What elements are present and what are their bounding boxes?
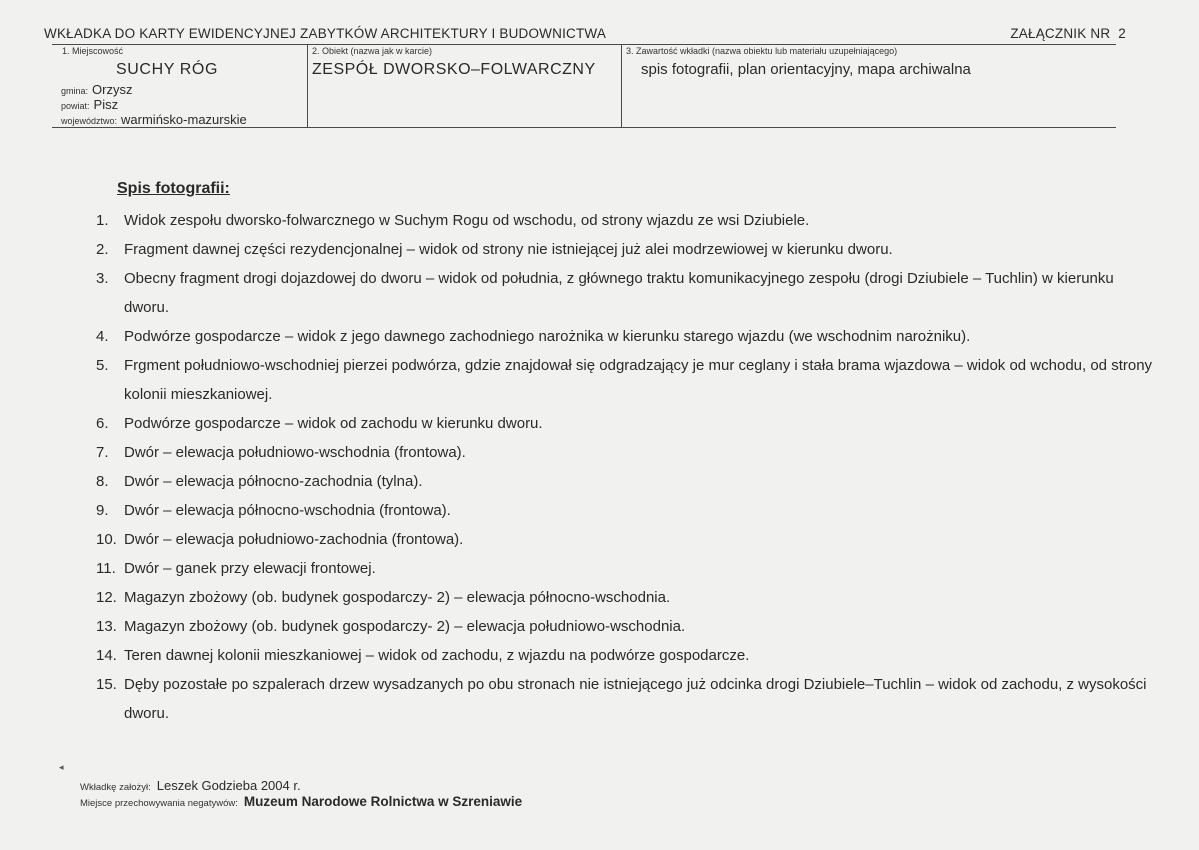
field-object-label: 2. Obiekt (nazwa jak w karcie) (312, 46, 433, 56)
stray-mark-icon: ◂ (59, 762, 64, 772)
list-item-text: Frgment południowo-wschodniej pierzei podwórza, gdzie znajdował się odgradzający je mur ceglany i stała brama wjazdowa – widok od wchodu, od strony kolonii mieszkaniowej. (124, 357, 1153, 403)
list-item-text: Dwór – elewacja północno-wschodnia (frontowa). (124, 502, 451, 519)
author-value: Leszek Godzieba 2004 r. (156, 778, 301, 793)
list-item-number: 10. (96, 531, 117, 548)
list-item-text: Magazyn zbożowy (ob. budynek gospodarczy- 2) – elewacja południowo-wschodnia. (124, 618, 686, 635)
list-item-text: Fragment dawnej części rezydencjonalnej – widok od strony nie istniejącej już alei modrzewiowej w kierunku dworu. (124, 241, 893, 258)
list-item-number: 1. (96, 212, 109, 229)
list-item-number: 14. (96, 647, 117, 664)
wojewodztwo-value: warmińsko-mazurskie (121, 112, 247, 127)
wojewodztwo-label: województwo: (61, 116, 118, 126)
list-item (96, 641, 1156, 670)
annex-number: 2 (1118, 26, 1126, 41)
field-locality-value: SUCHY RÓG (116, 61, 219, 78)
list-item (96, 525, 1156, 554)
list-item-number: 7. (96, 444, 109, 461)
list-item-text: Dwór – ganek przy elewacji frontowej. (124, 560, 376, 577)
field-locality-label: 1. Miejscowość (62, 46, 124, 56)
list-item (96, 235, 1156, 264)
list-item-number: 3. (96, 270, 109, 287)
storage-label: Miejsce przechowywania negatywów: (80, 798, 238, 809)
gmina-label: gmina: (61, 86, 89, 96)
list-item-text: Podwórze gospodarcze – widok od zachodu w kierunku dworu. (124, 415, 543, 432)
powiat-label: powiat: (61, 101, 90, 111)
list-item (96, 670, 1156, 728)
list-item-text: Dwór – elewacja południowo-zachodnia (frontowa). (124, 531, 464, 548)
list-item (96, 467, 1156, 496)
powiat-value: Pisz (93, 97, 119, 112)
field-locality (52, 45, 308, 127)
section-title: Spis fotografii: (117, 180, 230, 197)
list-item (96, 322, 1156, 351)
gmina-value: Orzysz (92, 82, 133, 97)
storage-row (80, 793, 522, 811)
list-item-text: Widok zespołu dworsko-folwarcznego w Suchym Rogu od wschodu, od strony wjazdu ze wsi Dziubiele. (124, 212, 810, 229)
list-item-text: Dęby pozostałe po szpalerach drzew wysadzanych po obu stronach nie istniejącego już odcinka drogi Dziubiele–Tuchlin – widok od zachodu, z wysokości dworu. (124, 676, 1147, 722)
list-item (96, 409, 1156, 438)
list-item-text: Teren dawnej kolonii mieszkaniowej – widok od zachodu, z wjazdu na podwórze gospodarcze. (124, 647, 750, 664)
field-contents-value: spis fotografii, plan orientacyjny, mapa archiwalna (641, 61, 971, 78)
list-item-number: 9. (96, 502, 109, 519)
annex-label-text: ZAŁĄCZNIK NR (1010, 26, 1111, 41)
list-item (96, 554, 1156, 583)
list-item-number: 12. (96, 589, 117, 606)
storage-value: Muzeum Narodowe Rolnictwa w Szreniawie (243, 794, 523, 809)
photo-list (96, 206, 1156, 728)
list-item-text: Obecny fragment drogi dojazdowej do dworu – widok od południa, z głównego traktu komunikacyjnego zespołu (drogi Dziubiele – Tuchlin) w kierunku dworu. (124, 270, 1114, 316)
page-title: WKŁADKA DO KARTY EWIDENCYJNEJ ZABYTKÓW ARCHITEKTURY I BUDOWNICTWA (44, 26, 607, 41)
field-object-value: ZESPÓŁ DWORSKO–FOLWARCZNY (312, 61, 596, 78)
list-item-text: Dwór – elewacja południowo-wschodnia (frontowa). (124, 444, 466, 461)
list-item-number: 5. (96, 357, 109, 374)
form-header-table (52, 44, 1116, 128)
list-item (96, 264, 1156, 322)
list-item (96, 496, 1156, 525)
list-item-number: 8. (96, 473, 109, 490)
list-item (96, 612, 1156, 641)
field-contents-label: 3. Zawartość wkładki (nazwa obiektu lub materiału uzupełniającego) (626, 46, 898, 56)
list-item-number: 11. (96, 560, 116, 577)
list-item-number: 4. (96, 328, 109, 345)
field-object (308, 45, 622, 127)
list-item-text: Magazyn zbożowy (ob. budynek gospodarczy- 2) – elewacja północno-wschodnia. (124, 589, 671, 606)
list-item-number: 2. (96, 241, 109, 258)
field-contents (622, 45, 1116, 127)
author-label: Wkładkę założył: (80, 782, 151, 793)
list-item-text: Dwór – elewacja północno-zachodnia (tylna). (124, 473, 423, 490)
list-item (96, 583, 1156, 612)
list-item (96, 206, 1156, 235)
list-item (96, 351, 1156, 409)
annex-label (1010, 26, 1126, 41)
list-item-number: 13. (96, 618, 117, 635)
list-item-text: Podwórze gospodarcze – widok z jego dawnego zachodniego narożnika w kierunku starego wjazdu (we wschodnim narożniku). (124, 328, 971, 345)
wojewodztwo-row (61, 111, 247, 129)
list-item-number: 15. (96, 676, 117, 693)
list-item (96, 438, 1156, 467)
list-item-number: 6. (96, 415, 109, 432)
